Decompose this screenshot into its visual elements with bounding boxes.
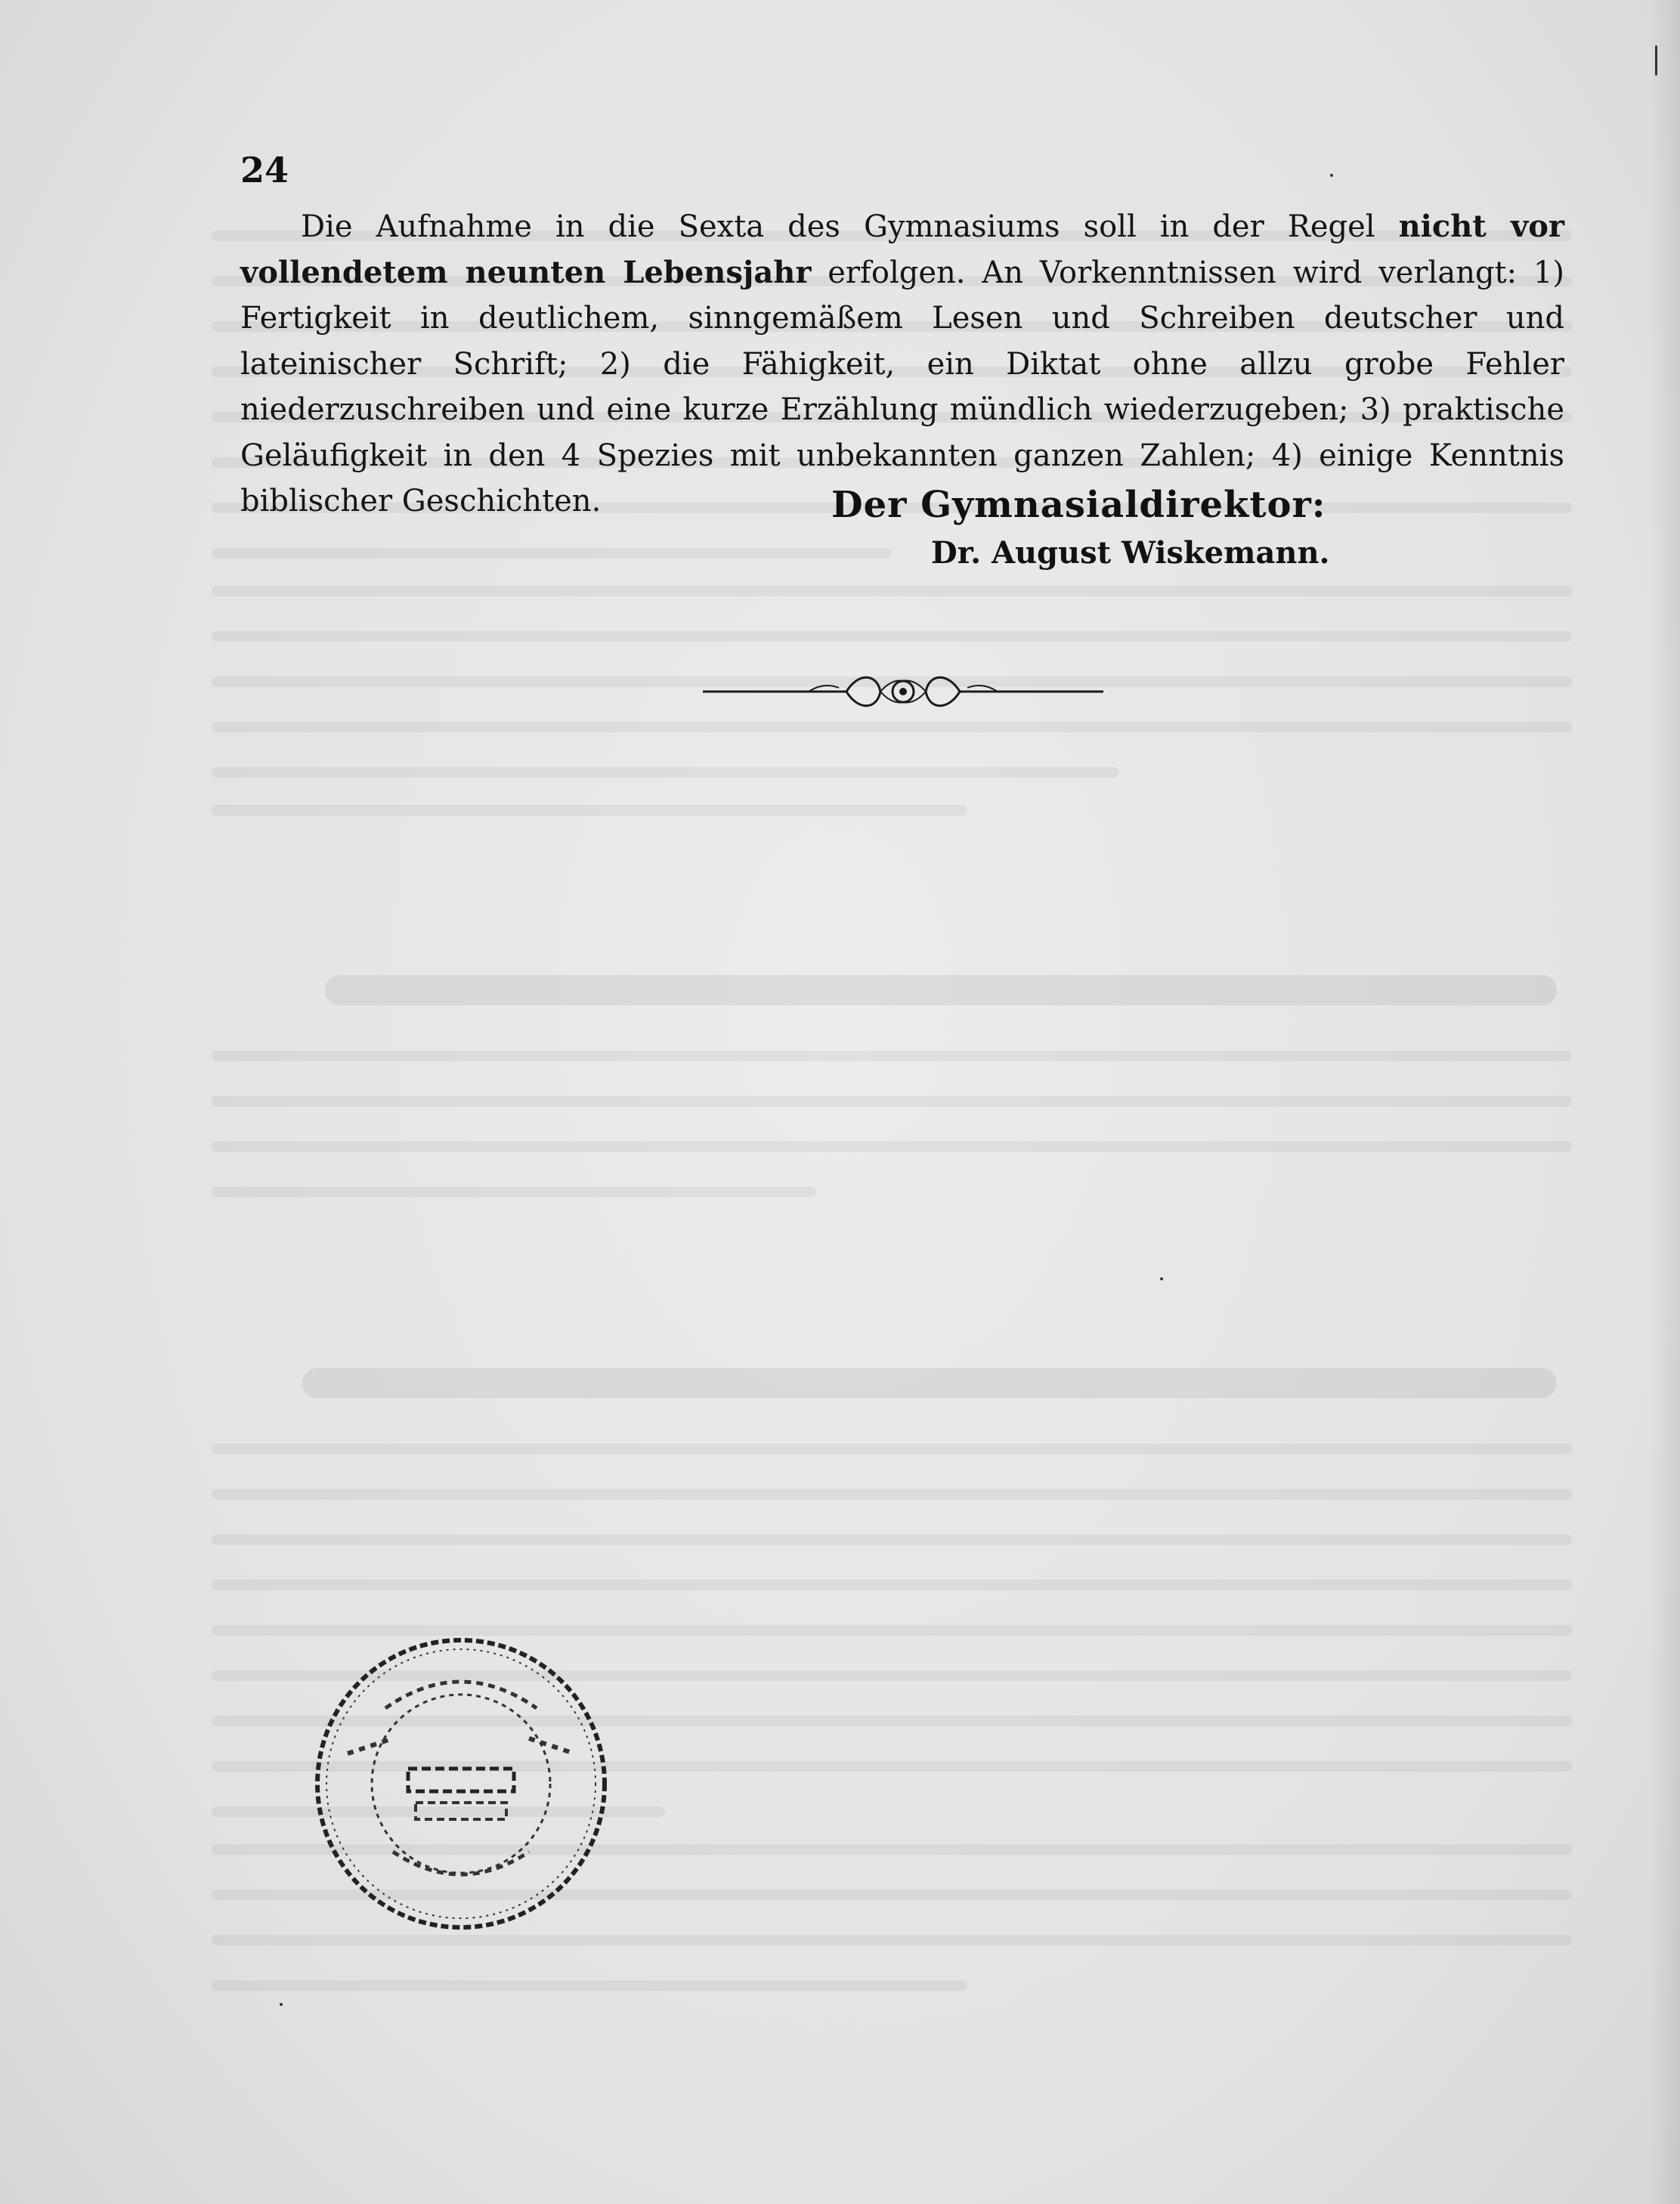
decorative-ornament-divider xyxy=(695,665,1111,718)
ink-speck xyxy=(1330,174,1333,177)
ink-speck xyxy=(280,2003,283,2006)
paragraph-text-end: erfolgen. An Vorkenntnissen wird verlangt: 1) Fertigkeit in deutlichem, sinngemäßem Lesen und Schreiben deutscher und lateinischer Schrift; 2) die Fähigkeit, ein Diktat ohne allzu grobe Fehler niederzuschreiben und eine kurze Erzählung mündlich wiederzugeben; 3) praktische Geläufigkeit in den 4 Spezies mit unbekannten ganzen Zahlen; 4) einige Kenntnis biblischer Geschichten. xyxy=(240,255,1564,518)
signature-title: Der Gymnasialdirektor: xyxy=(831,484,1326,526)
ink-speck xyxy=(1160,1277,1163,1280)
page-number: 24 xyxy=(240,150,289,190)
page-edge-shadow xyxy=(1650,0,1680,2204)
library-stamp-seal xyxy=(302,1625,620,1942)
ink-speck xyxy=(1655,45,1657,76)
admission-paragraph xyxy=(240,204,1564,525)
paragraph-bold-phrase: nicht vor vollendetem neunten Lebensjahr xyxy=(240,209,1564,290)
signature-name: Dr. August Wiskemann. xyxy=(931,535,1330,571)
paragraph-text-start: Die Aufnahme in die Sexta des Gymnasiums soll in der Regel xyxy=(301,209,1399,244)
